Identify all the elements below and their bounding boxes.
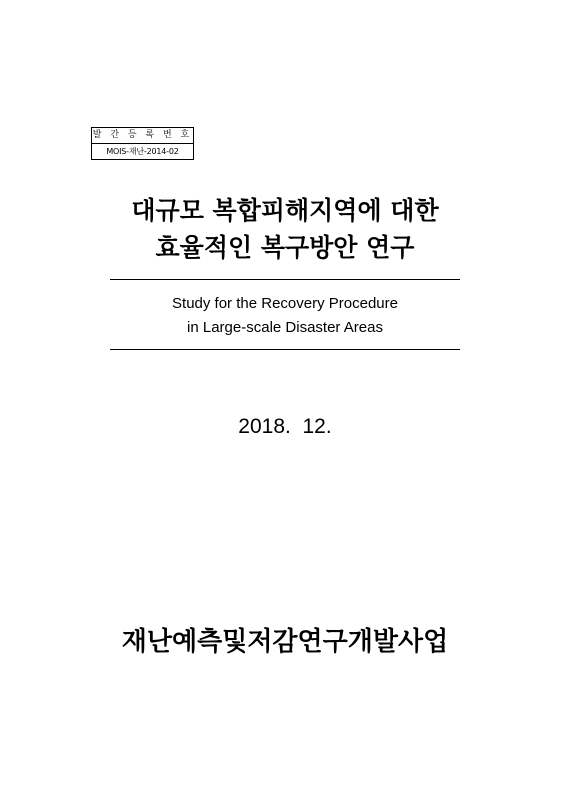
english-title-line-2: in Large-scale Disaster Areas xyxy=(187,319,383,336)
english-title-line-1: Study for the Recovery Procedure xyxy=(172,295,398,312)
publisher-program: 재난예측및저감연구개발사업 xyxy=(121,627,449,657)
top-divider xyxy=(110,279,460,280)
registration-number: MOIS-재난-2014-02 xyxy=(106,147,179,156)
registration-number-box xyxy=(91,127,194,160)
korean-title-line-2: 효율적인 복구방안 연구 xyxy=(155,233,415,262)
korean-title-line-1: 대규모 복합피해지역에 대한 xyxy=(131,196,439,225)
registration-label: 발 간 등 록 번 호 xyxy=(92,128,193,144)
publication-date: 2018. 12. xyxy=(238,415,332,438)
bottom-divider xyxy=(110,349,460,350)
